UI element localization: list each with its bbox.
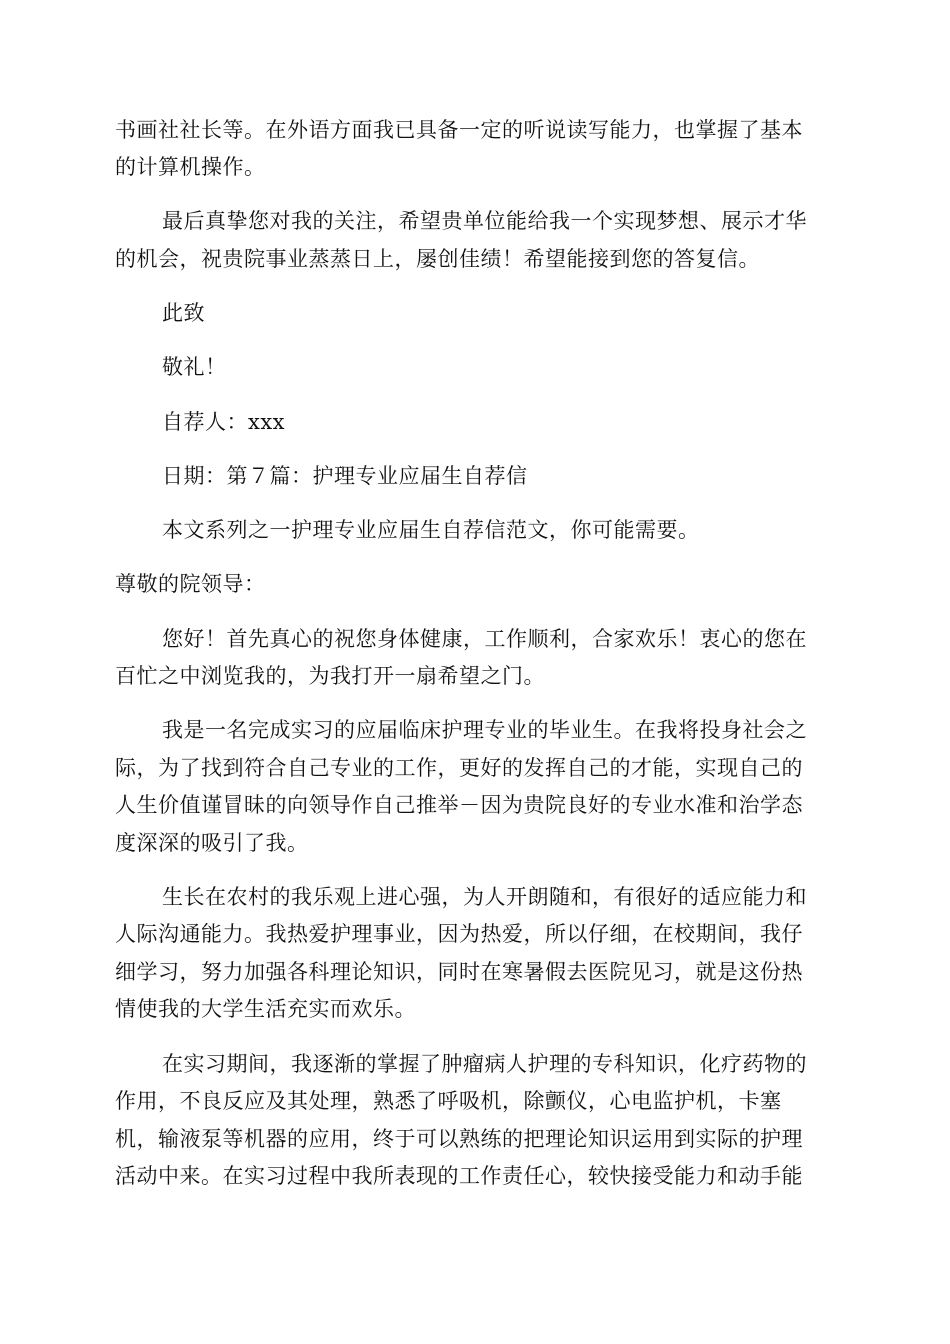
- text-line: 活动中来。在实习过程中我所表现的工作责任心，较快接受能力和动手能: [115, 1164, 803, 1188]
- text-line: 人生价值谨冒昧的向领导作自己推举－因为贵院良好的专业水准和治学态: [115, 793, 803, 817]
- text-line: 百忙之中浏览我的，为我打开一扇希望之门。: [115, 664, 545, 688]
- paragraph-line: 最后真挚您对我的关注，希望贵单位能给我一个实现梦想、展示才华: [162, 209, 807, 233]
- closing-salutation: 此致: [162, 301, 205, 325]
- text-line: 作用，不良反应及其处理，熟悉了呼吸机，除颤仪，心电监护机，卡塞: [115, 1089, 782, 1113]
- text-line: 情使我的大学生活充实而欢乐。: [115, 997, 416, 1021]
- text-line: 机，输液泵等机器的应用，终于可以熟练的把理论知识运用到实际的护理: [115, 1127, 803, 1151]
- text-line: 书画社社长等。在外语方面我已具备一定的听说读写能力，也掌握了基本: [115, 118, 803, 142]
- letter-greeting: 尊敬的院领导：: [115, 572, 266, 596]
- closing-regards: 敬礼！: [162, 355, 227, 379]
- text-line: 际，为了找到符合自己专业的工作，更好的发挥自己的才能，实现自己的: [115, 756, 803, 780]
- text-line: 度深深的吸引了我。: [115, 831, 309, 855]
- text-line: 的计算机操作。: [115, 155, 266, 179]
- paragraph-line: 我是一名完成实习的应届临床护理专业的毕业生。在我将投身社会之: [162, 718, 807, 742]
- signature-line: 自荐人：xxx: [162, 410, 286, 434]
- paragraph-line: 在实习期间，我逐渐的掌握了肿瘤病人护理的专科知识，化疗药物的: [162, 1052, 807, 1076]
- paragraph-line: 您好！首先真心的祝您身体健康，工作顺利，合家欢乐！衷心的您在: [162, 627, 807, 651]
- date-line: 日期：第７篇：护理专业应届生自荐信: [162, 464, 528, 488]
- text-line: 细学习，努力加强各科理论知识，同时在寒暑假去医院见习，就是这份热: [115, 960, 803, 984]
- text-line: 人际沟通能力。我热爱护理事业，因为热爱，所以仔细，在校期间，我仔: [115, 922, 803, 946]
- series-note: 本文系列之一护理专业应届生自荐信范文，你可能需要。: [162, 518, 700, 542]
- text-line: 的机会，祝贵院事业蒸蒸日上，屡创佳绩！希望能接到您的答复信。: [115, 247, 760, 271]
- paragraph-line: 生长在农村的我乐观上进心强，为人开朗随和，有很好的适应能力和: [162, 885, 807, 909]
